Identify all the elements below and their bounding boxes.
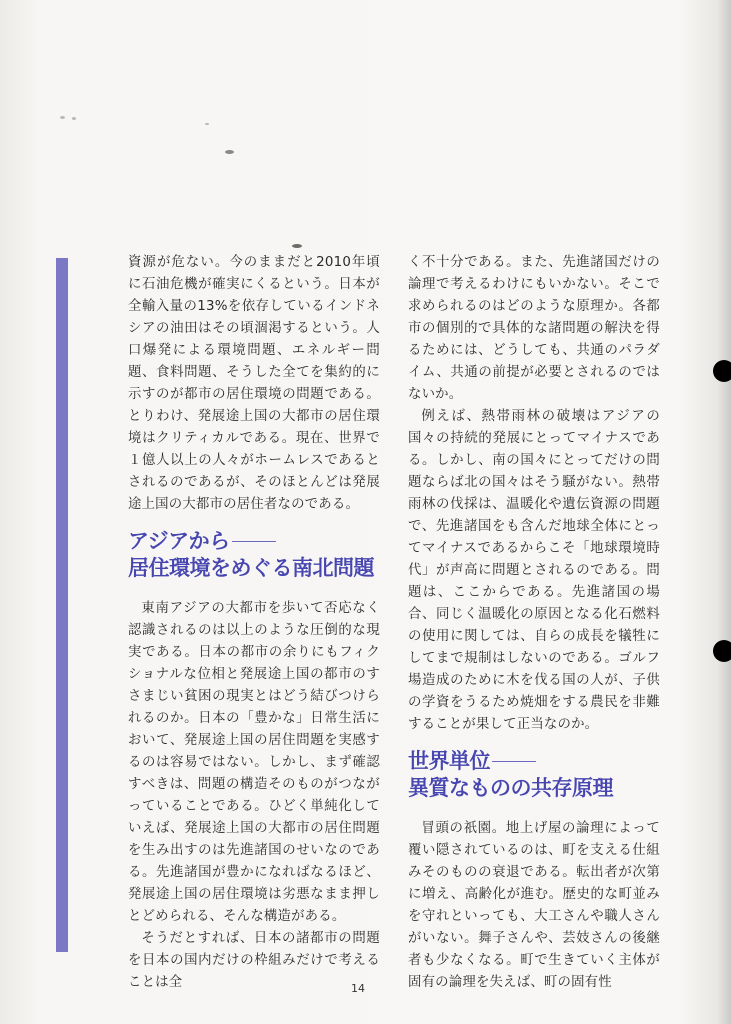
body-paragraph: 例えば、熱帯雨林の破壊はアジアの国々の持続的発展にとってマイナスである。しかし、南の国々にとってだけの問題ならば北の国々はそう騒がない。熱帯雨林の伐採は、温暖化や遺伝資源の問題で、先進諸国をも含んだ地球全体にとってマイナスであるからこそ「地球環境時代」が声高に問題とされるのである。問題は、ここからである。先進諸国の場合、同じく温暖化の原因となる化石燃料の使用に関しては、自らの成長を犠牲にしてまで規制はしないのである。ゴルフ場造成のために木を伐る国の人が、子供の学資をうるため焼畑をする農民を非難することが果して正当なのか。 bbox=[408, 409, 660, 732]
accent-bar bbox=[56, 258, 68, 952]
body-paragraph: 冒頭の祇園。地上げ屋の論理によって覆い隠されているのは、町を支える仕組みそのものの衰退である。転出者が次第に増え、高齢化が進む。歴史的な町並みを守れといっても、大工さんや職人さんがいない。舞子さんや、芸妓さんの後継者も少なくなる。町で生きていく主体が固有の論理を失えば、町の固有性 bbox=[408, 821, 660, 990]
left-column bbox=[128, 252, 380, 994]
intro-paragraph: 資源が危ない。今のままだと2010年頃に石油危機が確実にくるという。日本が全輸入量の13%を依存しているインドネシアの油田はその頃涸渇するという。人口爆発による環境問題、エネルギー問題、食料問題、そうした全てを集約的に示すのが都市の居住環境の問題である。とりわけ、発展途上国の大都市の居住環境はクリティカルである。現在、世界で１億人以上の人々がホームレスであるとされるのであるが、そのほとんどは発展途上国の大都市の居住者なのである。 bbox=[128, 255, 380, 512]
heading-line2: 異質なものの共存原理 bbox=[408, 776, 613, 800]
dust-speck bbox=[205, 123, 209, 125]
section-heading-asia bbox=[128, 528, 380, 582]
dust-speck bbox=[72, 117, 76, 120]
binder-hole bbox=[713, 360, 731, 382]
dust-speck bbox=[292, 244, 302, 248]
heading-rule bbox=[492, 761, 536, 762]
heading-line2: 居住環境をめぐる南北問題 bbox=[128, 556, 374, 580]
dust-speck bbox=[60, 116, 65, 119]
body-paragraph: 東南アジアの大都市を歩いて否応なく認識されるのは以上のような圧倒的な現実である。日本の都市の余りにもフィクショナルな位相と発展途上国の都市のすさまじい貧困の現実とはどう結びつけられるのか。日本の「豊かな」日常生活において、発展途上国の居住問題を実感するのは容易ではない。しかし、まず確認すべきは、問題の構造そのものがつながっていることである。ひどく単純化していえば、発展途上国の大都市の居住問題を生み出すのは先進諸国のせいなのである。先進諸国が豊かになればなるほど、発展途上国の居住環境は劣悪なまま押しとどめられる、そんな構造がある。 bbox=[128, 601, 380, 924]
heading-line1: アジアから bbox=[128, 529, 230, 553]
heading-line1: 世界単位 bbox=[408, 749, 490, 773]
binder-hole bbox=[713, 640, 731, 662]
body-paragraph: そうだとすれば、日本の諸都市の問題を日本の国内だけの枠組みだけで考えることは全 bbox=[128, 931, 380, 990]
section-heading-world bbox=[408, 748, 660, 802]
page-edge-shadow bbox=[717, 0, 731, 1024]
body-paragraph: く不十分である。また、先進諸国だけの論理で考えるわけにもいかない。そこで求められるのはどのような原理か。各都市の個別的で具体的な諸問題の解決を得るためには、どうしても、共通のパラダイム、共通の前提が必要とされるのではないか。 bbox=[408, 255, 660, 402]
right-column bbox=[408, 252, 660, 994]
page-number: 14 bbox=[351, 982, 365, 995]
heading-rule bbox=[232, 541, 276, 542]
dust-speck bbox=[225, 150, 234, 154]
